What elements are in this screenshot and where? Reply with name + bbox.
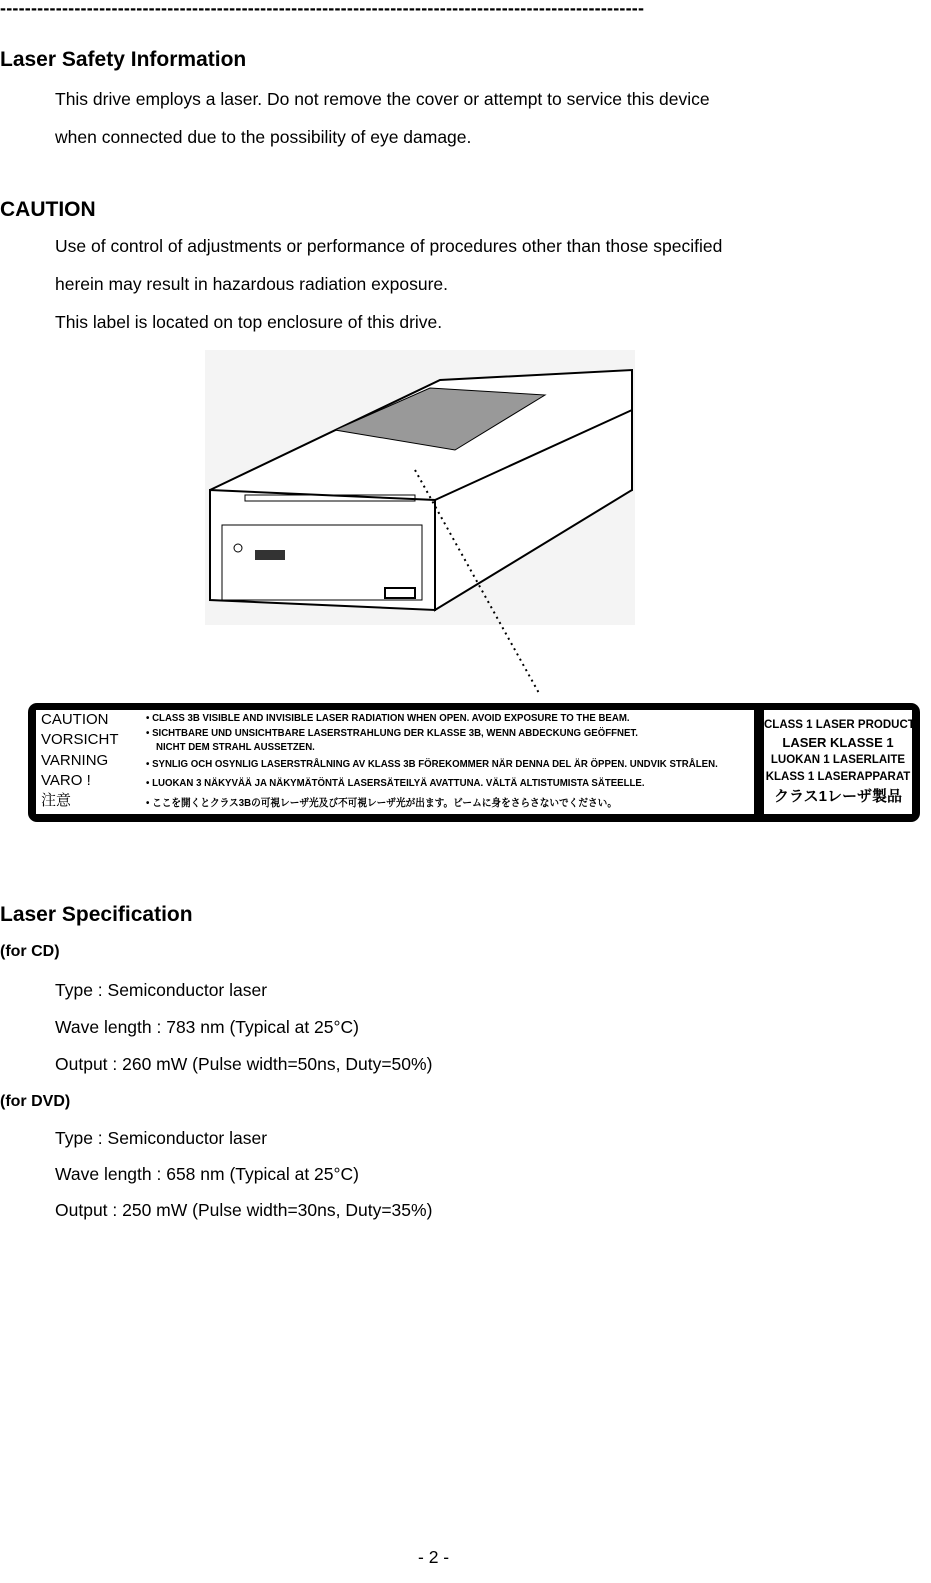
page-number: - 2 - bbox=[418, 1547, 450, 1567]
label-keyword: VORSICHT bbox=[41, 731, 119, 748]
safety-text: when connected due to the possibility of eye damage. bbox=[55, 127, 472, 147]
separator-line: -------------------------------------------------------------------------------------------------------- bbox=[0, 0, 645, 18]
label-keyword: VARNING bbox=[41, 752, 109, 769]
caution-text: Use of control of adjustments or performance of procedures other than those specified bbox=[55, 236, 723, 256]
spec-cd-line: Type : Semiconductor laser bbox=[55, 980, 268, 1000]
label-warning: • SYNLIG OCH OSYNLIG LASERSTRÅLNING AV KLASS 3B FÖREKOMMER NÄR DENNA DEL ÄR ÖPPEN. UNDVIK STRÅLEN. bbox=[146, 758, 718, 770]
label-warning: • LUOKAN 3 NÄKYVÄÄ JA NÄKYMÄTÖNTÄ LASERSÄTEILYÄ AVATTUNA. VÄLTÄ ALTISTUMISTA SÄTEELLE. bbox=[146, 777, 645, 789]
spec-dvd-title: (for DVD) bbox=[0, 1093, 71, 1110]
label-class: LASER KLASSE 1 bbox=[782, 735, 894, 750]
label-class: クラス1レーザ製品 bbox=[774, 788, 902, 805]
safety-text: This drive employs a laser. Do not remove the cover or attempt to service this device bbox=[55, 89, 710, 109]
label-warning: • SICHTBARE UND UNSICHTBARE LASERSTRAHLUNG DER KLASSE 3B, WENN ABDECKUNG GEÖFFNET. bbox=[146, 727, 638, 739]
label-class: KLASS 1 LASERAPPARAT bbox=[765, 771, 911, 783]
spec-dvd-line: Output : 250 mW (Pulse width=30ns, Duty=35%) bbox=[55, 1200, 433, 1220]
caution-text: herein may result in hazardous radiation exposure. bbox=[55, 274, 448, 294]
caution-text: This label is located on top enclosure of this drive. bbox=[55, 312, 443, 332]
label-keyword: 注意 bbox=[41, 792, 72, 809]
laser-warning-label bbox=[28, 703, 920, 822]
label-class: LUOKAN 1 LASERLAITE bbox=[770, 754, 906, 766]
spec-dvd-line: Wave length : 658 nm (Typical at 25°C) bbox=[55, 1164, 359, 1184]
safety-heading: Laser Safety Information bbox=[0, 48, 247, 71]
spec-cd-line: Wave length : 783 nm (Typical at 25°C) bbox=[55, 1017, 359, 1037]
label-keyword: VARO ! bbox=[41, 772, 91, 789]
spec-dvd-line: Type : Semiconductor laser bbox=[55, 1128, 268, 1148]
label-warning: • ここを開くとクラス3Bの可視レーザ光及び不可視レーザ光が出ます。ビームに身をさらさないでください。 bbox=[146, 797, 617, 809]
label-warning: NICHT DEM STRAHL AUSSETZEN. bbox=[156, 741, 315, 753]
label-warning: • CLASS 3B VISIBLE AND INVISIBLE LASER RADIATION WHEN OPEN. AVOID EXPOSURE TO THE BEAM. bbox=[146, 712, 630, 724]
spec-heading: Laser Specification bbox=[0, 903, 193, 926]
label-class: CLASS 1 LASER PRODUCT bbox=[764, 719, 915, 731]
drive-illustration bbox=[0, 340, 931, 700]
label-keyword: CAUTION bbox=[41, 711, 109, 728]
spec-cd-title: (for CD) bbox=[0, 943, 60, 960]
caution-heading: CAUTION bbox=[0, 198, 96, 221]
spec-cd-line: Output : 260 mW (Pulse width=50ns, Duty=50%) bbox=[55, 1054, 433, 1074]
